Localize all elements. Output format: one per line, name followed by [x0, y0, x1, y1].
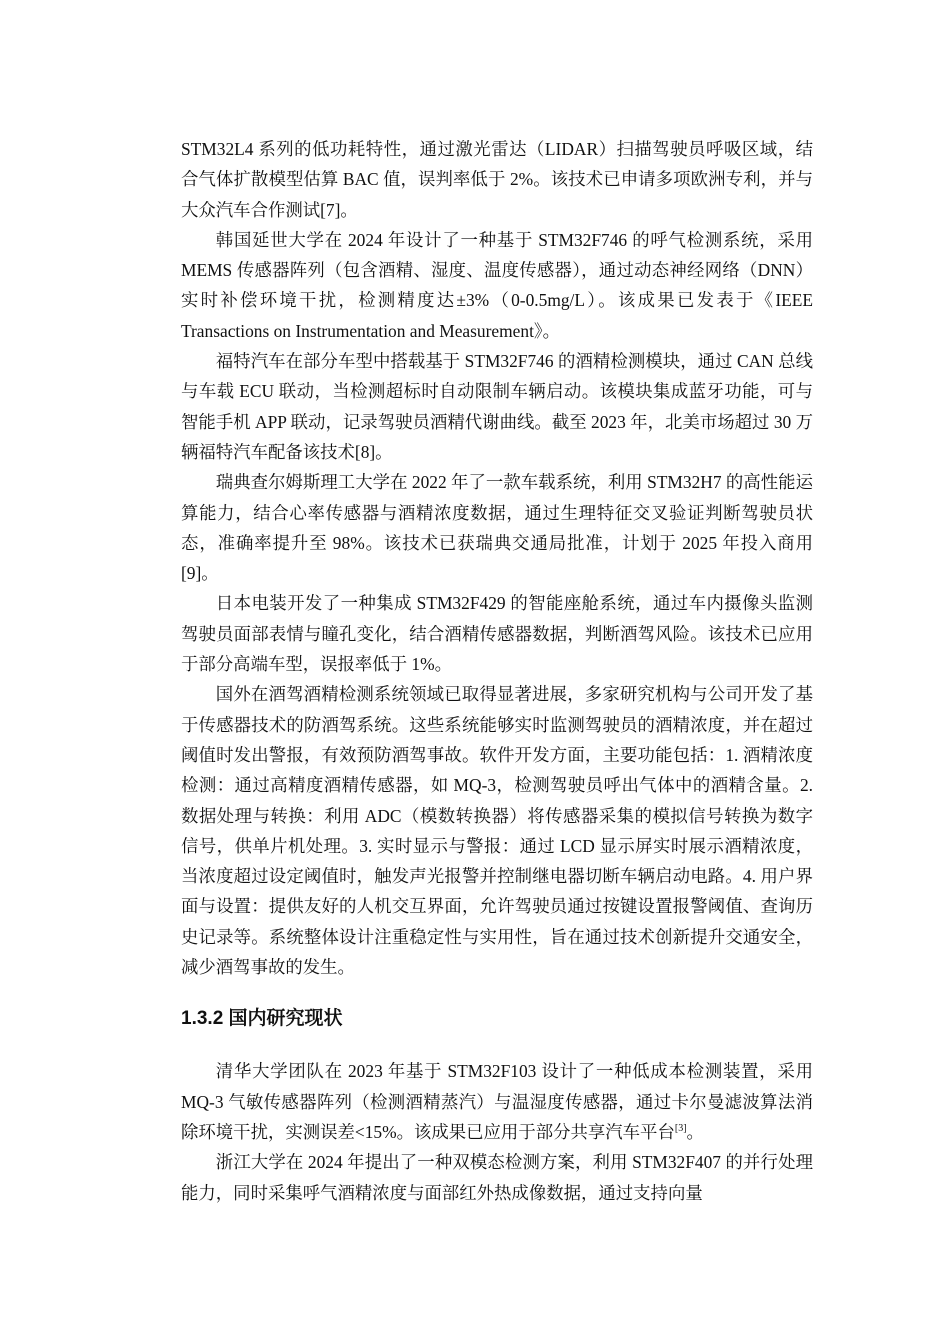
paragraph-yonsei: 韩国延世大学在 2024 年设计了一种基于 STM32F746 的呼气检测系统，采用 MEMS 传感器阵列（包含酒精、湿度、温度传感器），通过动态神经网络（DNN）实时补偿环境干扰，检测精度达±3%（0-0.5mg/L）。该成果已发表于《IEEE Transactions on Instrumentation and Measurement》。 [181, 229, 813, 341]
citation-marker: [3] [674, 1122, 687, 1134]
paragraph-denso: 日本电装开发了一种集成 STM32F429 的智能座舱系统，通过车内摄像头监测驾驶员面部表情与瞳孔变化，结合酒精传感器数据，判断酒驾风险。该技术已应用于部分高端车型，误报率低于 1%。 [181, 593, 813, 675]
paragraph-tsinghua-ending: 。 [686, 1121, 704, 1142]
paragraph-ford: 福特汽车在部分车型中搭载基于 STM32F746 的酒精检测模块，通过 CAN 总线与车载 ECU 联动，当检测超标时自动限制车辆启动。该模块集成蓝牙功能，可与智能手机 APP 联动，记录驾驶员酒精代谢曲线。截至 2023 年，北美市场超过 30 万辆福特汽车配备该技术[8]。 [181, 351, 813, 462]
paragraph-zhejiang: 浙江大学在 2024 年提出了一种双模态检测方案，利用 STM32F407 的并行处理能力，同时采集呼气酒精浓度与面部红外热成像数据，通过支持向量 [181, 1152, 813, 1203]
paragraph-tsinghua-text: 清华大学团队在 2023 年基于 STM32F103 设计了一种低成本检测装置，采用 MQ-3 气敏传感器阵列（检测酒精蒸汽）与温湿度传感器，通过卡尔曼滤波算法消除环境干扰，实测误差<15%。该成果已应用于部分共享汽车平台 [181, 1061, 813, 1142]
paragraph-tsinghua [181, 1056, 813, 1147]
paragraph-chalmers: 瑞典查尔姆斯理工大学在 2022 年了一款车载系统，利用 STM32H7 的高性能运算能力，结合心率传感器与酒精浓度数据，通过生理特征交叉验证判断驾驶员状态，准确率提升至 98%。该技术已获瑞典交通局批准，计划于 2025 年投入商用[9]。 [181, 472, 813, 584]
section-heading: 1.3.2 国内研究现状 [181, 1008, 343, 1030]
document-page [181, 134, 813, 1208]
paragraph-lidar: STM32L4 系列的低功耗特性，通过激光雷达（LIDAR）扫描驾驶员呼吸区域，结合气体扩散模型估算 BAC 值，误判率低于 2%。该技术已申请多项欧洲专利，并与大众汽车合作测试[7]。 [181, 139, 813, 220]
paragraph-foreign-summary: 国外在酒驾酒精检测系统领域已取得显著进展，多家研究机构与公司开发了基于传感器技术的防酒驾系统。这些系统能够实时监测驾驶员的酒精浓度，并在超过阈值时发出警报，有效预防酒驾事故。软件开发方面，主要功能包括：1. 酒精浓度检测：通过高精度酒精传感器，如 MQ-3，检测驾驶员呼出气体中的酒精含量。2. 数据处理与转换：利用 ADC（模数转换器）将传感器采集的模拟信号转换为数字信号，供单片机处理。3. 实时显示与警报：通过 LCD 显示屏实时展示酒精浓度，当浓度超过设定阈值时，触发声光报警并控制继电器切断车辆启动电路。4. 用户界面与设置：提供友好的人机交互界面，允许驾驶员通过按键设置报警阈值、查询历史记录等。系统整体设计注重稳定性与实用性，旨在通过技术创新提升交通安全，减少酒驾事故的发生。 [181, 684, 813, 978]
